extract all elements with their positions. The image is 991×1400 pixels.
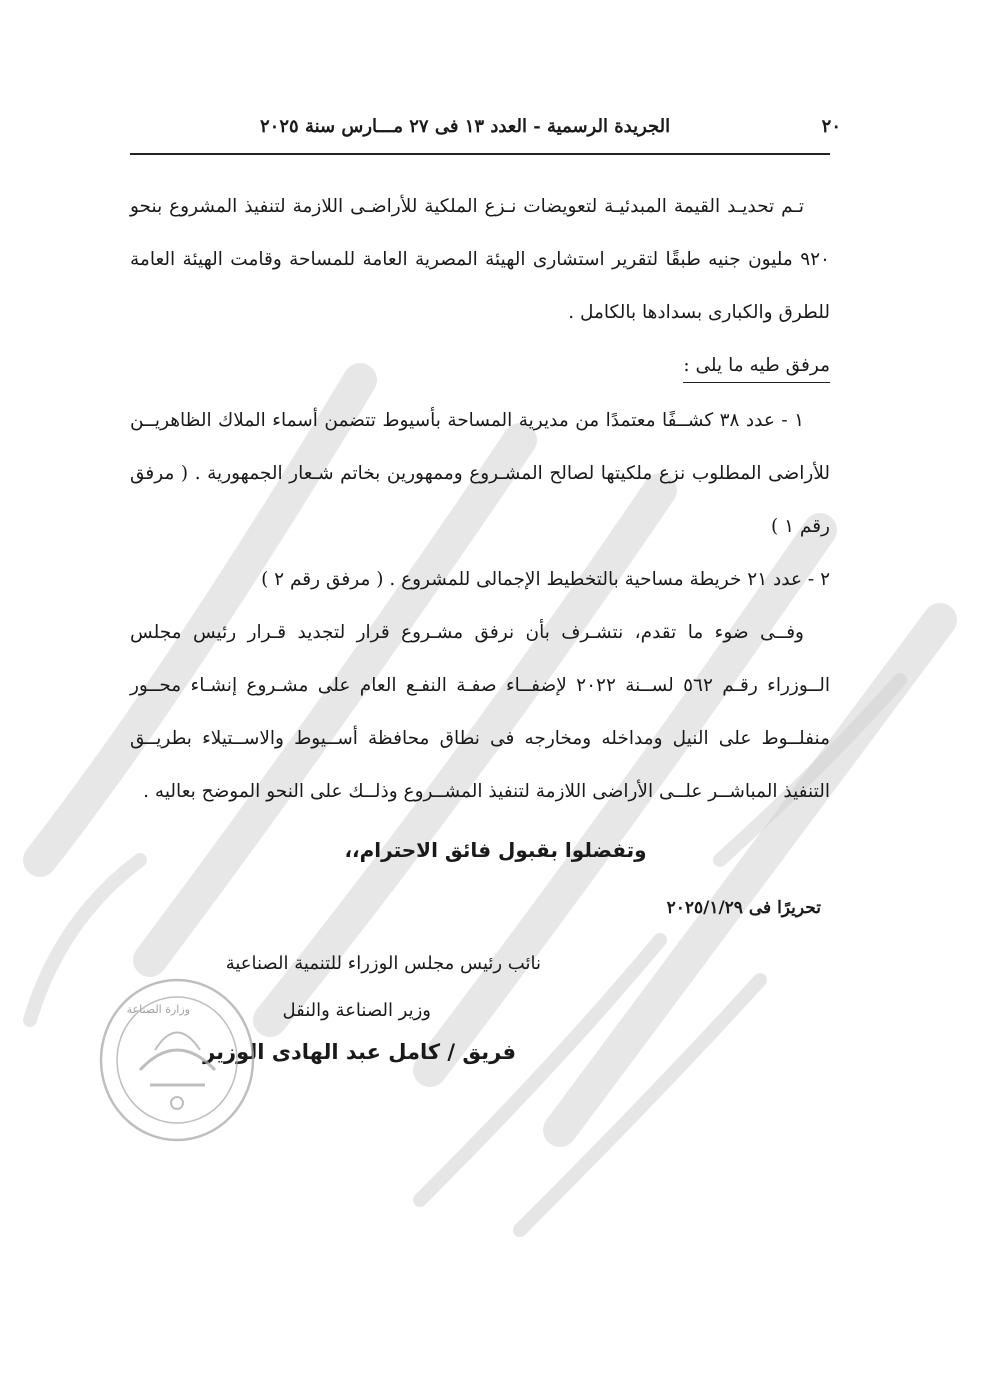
written-date: تحريرًا فى ٢٠٢٥/١/٢٩ xyxy=(666,898,821,918)
paragraph-request: وفــى ضوء ما تقدم، نتشـرف بأن نرفق مشـروع قرار لتجديد قـرار رئيس مجلس الــوزراء رقـم ٥٦٢ لســنة ٢٠٢٢ لإضفــاء صفـة النفـع العام على مشـروع إنشـاء محــور منفلــوط على النيل ومداخله ومخارجه فى نطاق محافظة أســيوط والاســتيلاء بطريــق التنفيذ المباشــر علــى الأراضى اللازمة لتنفيذ المشــروع وذلــك على النحو الموضح بعاليه . xyxy=(130,622,831,802)
page-header xyxy=(130,112,841,148)
paragraph-compensation: تـم تحديـد القيمة المبدئيـة لتعويضات نـزع الملكية للأراضـى اللازمة لتنفيذ المشروع بنحو ٩٢٠ مليون جنيه طبقًا لتقرير استشارى الهيئة المصرية العامة للمساحة وقامت الهيئة العامة للطرق والكبارى بسدادها بالكامل . xyxy=(130,196,830,323)
header-divider xyxy=(130,153,830,155)
signatory-title-deputy-pm: نائب رئيس مجلس الوزراء للتنمية الصناعية xyxy=(225,953,541,974)
attachment-item-1: ١ - عدد ٣٨ كشــفًا معتمدًا من مديرية المساحة بأسيوط تتضمن أسماء الملاك الظاهريــن للأراضى المطلوب نزع ملكيتها لصالح المشـروع وممهورين بخاتم شـعار الجمهورية . ( مرفق رقم ١ ) xyxy=(130,410,830,537)
attachments-heading-wrap xyxy=(130,339,830,394)
signatory-title-minister: وزير الصناعة والنقل xyxy=(282,1000,431,1021)
closing-line: وتفضلوا بقبول فائق الاحترام،، xyxy=(344,838,647,862)
page-number: ٢٠ xyxy=(821,116,841,137)
stamp-text: وزارة الصناعة xyxy=(126,1003,190,1016)
attachment-item-2: ٢ - عدد ٢١ خريطة مساحية بالتخطيط الإجمالى للمشروع . ( مرفق رقم ٢ ) xyxy=(261,569,830,590)
attachments-heading: مرفق طيه ما يلى : xyxy=(683,350,830,383)
official-stamp xyxy=(95,975,260,1145)
gazette-title: الجريدة الرسمية - العدد ١٣ فى ٢٧ مـــارس سنة ٢٠٢٥ xyxy=(260,116,671,137)
document-body xyxy=(130,180,830,818)
signatory-name: فريق / كامل عبد الهادى الوزير xyxy=(203,1040,516,1064)
